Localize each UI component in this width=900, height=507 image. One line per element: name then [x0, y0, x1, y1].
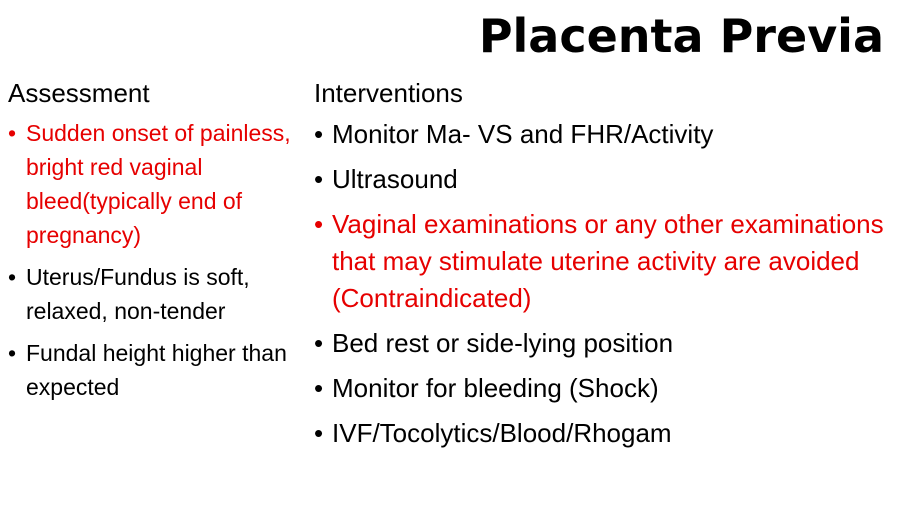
assessment-list — [8, 116, 298, 404]
list-item — [314, 370, 894, 407]
list-item — [8, 336, 298, 404]
list-item-text: Bed rest or side-lying position — [332, 328, 674, 358]
list-item-text: Sudden onset of painless, bright red vaginal bleed(typically end of pregnancy) — [26, 120, 291, 248]
list-item-text: Monitor Ma- VS and FHR/Activity — [332, 119, 714, 149]
list-item — [8, 116, 298, 252]
bullet-icon: • — [314, 164, 324, 194]
list-item — [314, 415, 894, 452]
list-item-text: Vaginal examinations or any other examinations that may stimulate uterine activity are avoided (Contraindicated) — [332, 209, 884, 313]
bullet-icon: • — [314, 119, 324, 149]
list-item-text: Fundal height higher than expected — [26, 340, 287, 400]
list-item-text: IVF/Tocolytics/Blood/Rhogam — [332, 418, 672, 448]
bullet-icon: • — [314, 418, 324, 448]
bullet-icon: • — [314, 209, 324, 239]
assessment-column — [8, 76, 298, 412]
list-item — [314, 116, 894, 153]
list-item-text: Uterus/Fundus is soft, relaxed, non-tender — [26, 264, 250, 324]
interventions-column — [314, 76, 894, 460]
bullet-icon: • — [8, 340, 17, 366]
assessment-heading: Assessment — [8, 78, 150, 108]
bullet-icon: • — [8, 264, 17, 290]
list-item-text: Ultrasound — [332, 164, 458, 194]
list-item — [314, 325, 894, 362]
interventions-list — [314, 116, 894, 452]
list-item — [314, 161, 894, 198]
list-item-text: Monitor for bleeding (Shock) — [332, 373, 659, 403]
bullet-icon: • — [314, 328, 324, 358]
interventions-heading: Interventions — [314, 78, 463, 108]
slide-title: Placenta Previa — [478, 9, 884, 63]
list-item — [314, 206, 894, 317]
bullet-icon: • — [8, 120, 17, 146]
bullet-icon: • — [314, 373, 324, 403]
list-item — [8, 260, 298, 328]
